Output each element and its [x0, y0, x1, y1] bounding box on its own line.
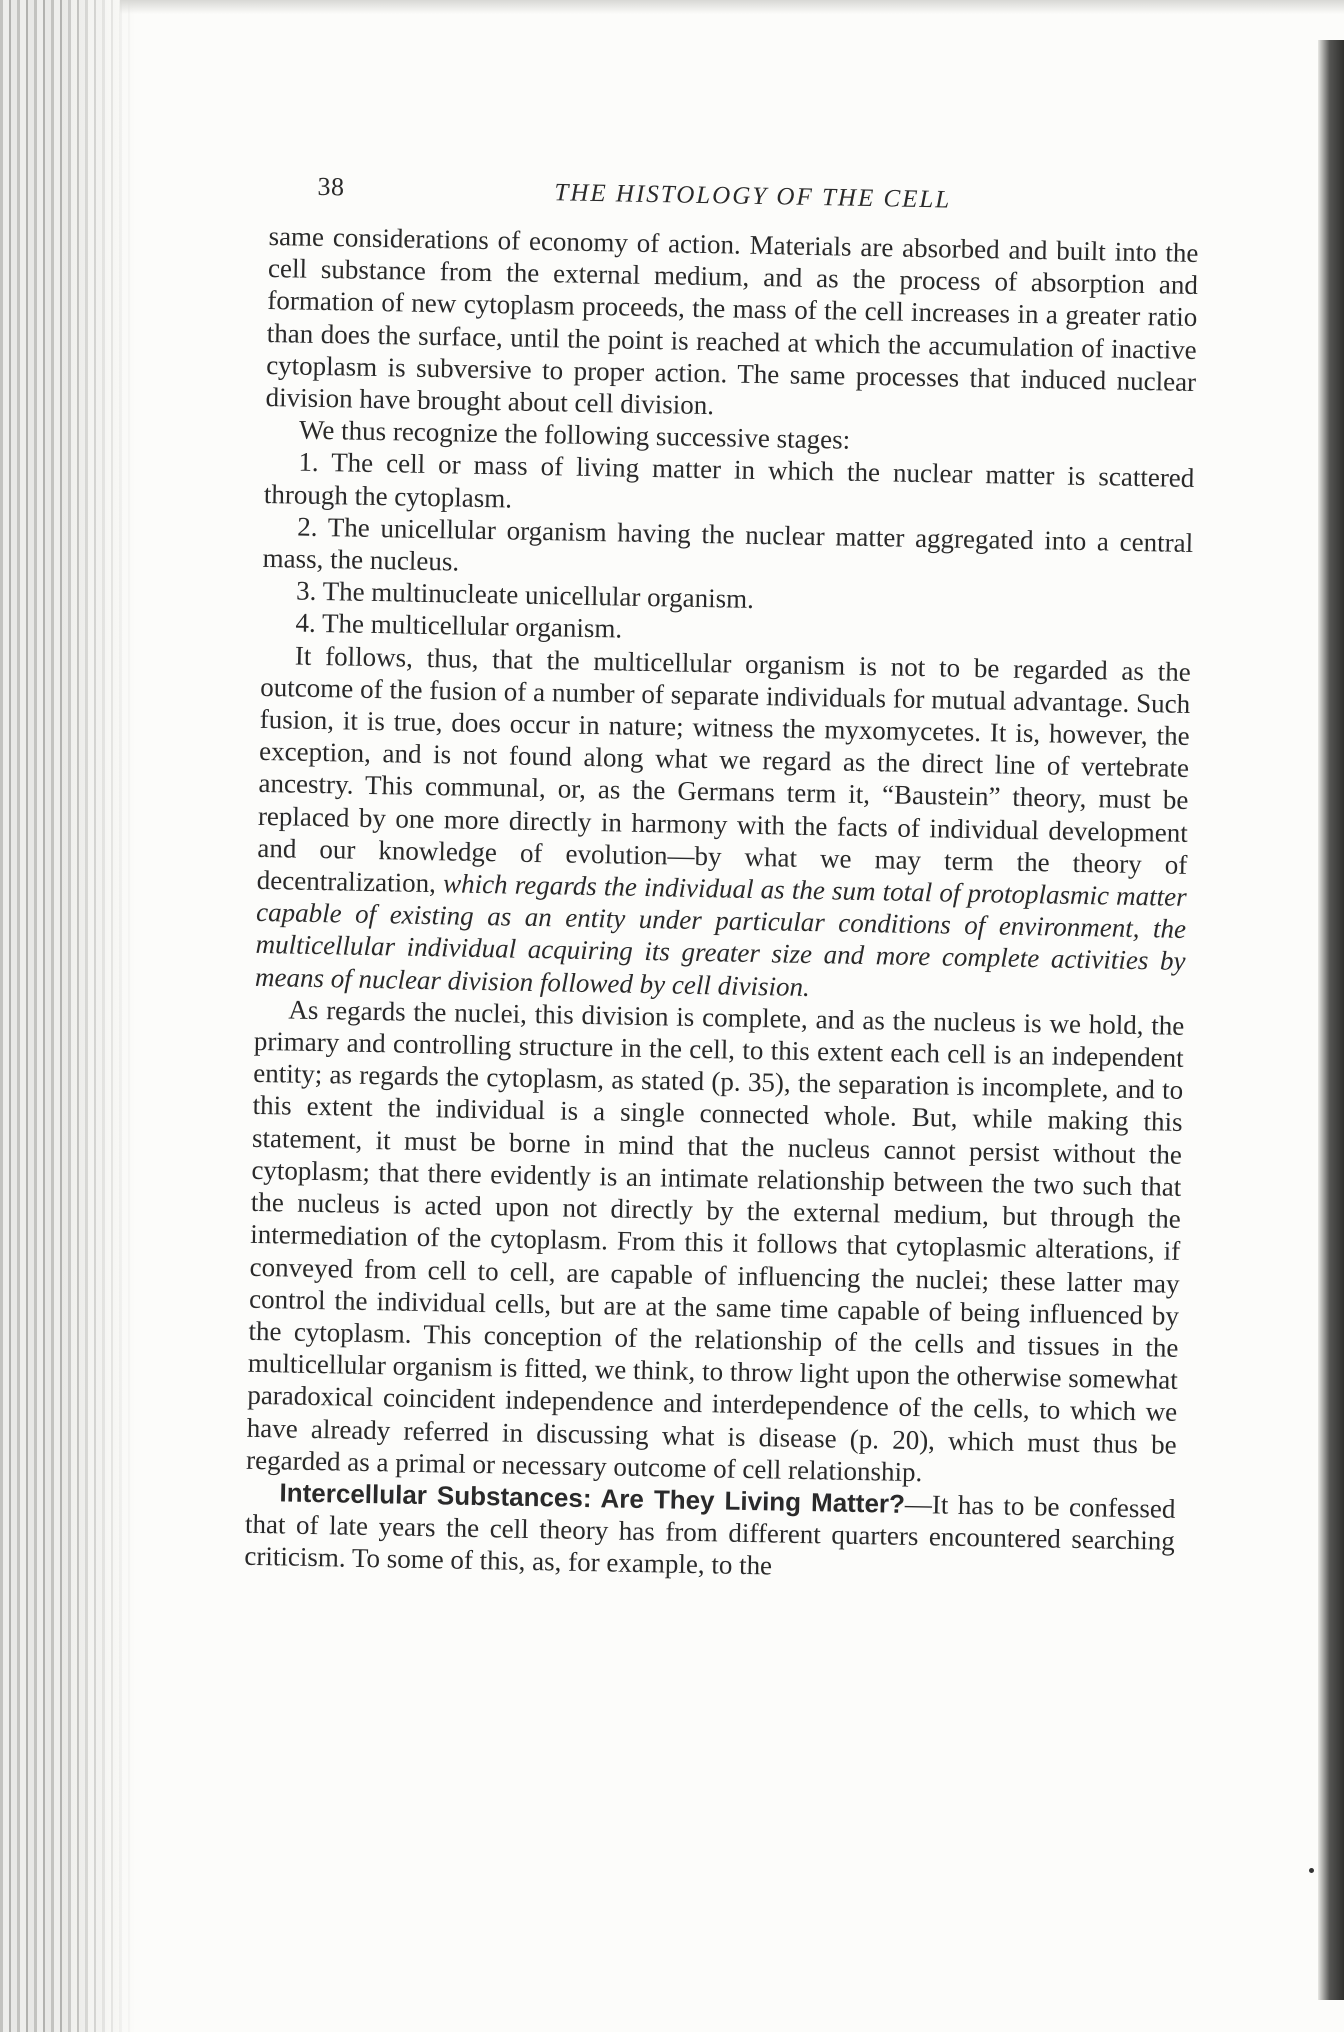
list-item-stage-2: 2. The unicellular organism having the nuclear matter aggregated into a central mass, the nucleus. [262, 511, 1194, 577]
paragraph-continuation: same considerations of economy of action. Materials are absorbed and built into the cell substance from the external medium, and as the process of absorption and formation of new cytoplasm proceeds, the mass of the cell increases in a greater ratio than does the surface, until the point is reached at which the accumulation of inactive cytoplasm is subversive to proper action. The same processes that induced nuclear division have brought about cell division. [265, 220, 1199, 421]
list-item-stage-3: 3. The multinucleate unicellular organism. [295, 575, 755, 615]
paragraph-decentralization-text: It follows, thus, that the multicellular organism is not to be regarded as the outcome of the fusion of a number of separate individuals for mutual advantage. Such fusion, it is true, does occur in nature; witness the myxomycetes. It is, however, the exception, and is not found along what we regard as the direct line of vertebrate ancestry. This communal, or, as the Germans term it, “Baustein” theory, must be replaced by one more directly in harmony with the facts of individual development and our knowledge of evolution—by what we may term the theory of decentralization, [256, 640, 1192, 899]
running-title: THE HISTOLOGY OF THE CELL [554, 179, 952, 214]
book-edge-fade [60, 0, 150, 2032]
section-heading-intercellular: Intercellular Substances: Are They Living Matter? [279, 1477, 906, 1519]
list-item-stage-4: 4. The multicellular organism. [295, 607, 623, 644]
paragraph-decentralization [255, 639, 1191, 1010]
book-edge-right-shadow [1318, 40, 1344, 2000]
paragraph-stages-intro: We thus recognize the following successive stages: [298, 414, 851, 455]
page-number: 38 [317, 171, 345, 202]
speck-mark [1309, 1868, 1314, 1873]
book-edge-top [120, 0, 1344, 14]
paragraph-intercellular [244, 1476, 1176, 1590]
paragraph-nuclei: As regards the nuclei, this division is complete, and as the nucleus is we hold, the primary and controlling structure in the cell, to this extent each cell is an independent entity; as regards the cytoplasm, as stated (p. 35), the separation is incomplete, and to this extent the individual is a single connected whole. But, while making this statement, it must be borne in mind that the nucleus cannot persist without the cytoplasm; that there evidently is an intimate relationship between the two such that the nucleus is acted upon not directly by the external medium, but through the intermediation of the cytoplasm. From this it follows that cytoplasmic alterations, if conveyed from cell to cell, are capable of influencing the nuclei; these latter may control the individual cells, but are at the same time capable of being influenced by the cytoplasm. This conception of the relationship of the cells and tissues in the multicellular organism is fitted, we think, to throw light upon the otherwise somewhat paradoxical coincident independence and interdependence of the cells, to which we have already referred in discussing what is disease (p. 20), which must thus be regarded as a primal or necessary outcome of cell relationship. [245, 994, 1185, 1487]
body-text [244, 220, 1199, 1589]
list-item-stage-1: 1. The cell or mass of living matter in which the nuclear matter is scattered through the cytoplasm. [263, 446, 1195, 514]
paragraph-intercellular-text: —It has to be confessed that of late years the cell theory has from different quarters encountered searching criticism. To some of this, as, for example, to the [244, 1488, 1176, 1581]
book-page [237, 160, 1200, 1977]
paragraph-decentralization-italic: which regards the individual as the sum total of protoplasmic matter capable of existing as an entity under particular conditions of environment, the multicellular individual acquiring its greater size and more complete activities by means of nuclear division followed by cell division. [254, 868, 1187, 1002]
